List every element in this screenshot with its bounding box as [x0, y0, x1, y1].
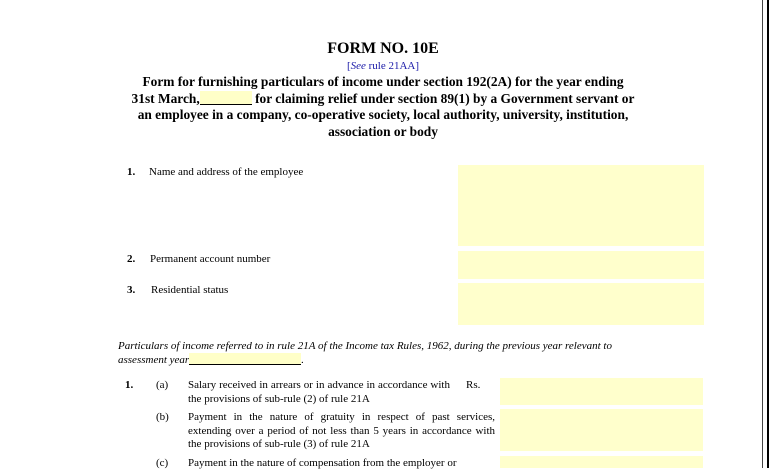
compensation-label: Payment in the nature of compensation from the employer or: [188, 457, 457, 469]
assessment-year-field[interactable]: [189, 353, 301, 365]
subtitle-part1: Form for furnishing particulars of income under section 192(2A) for the year ending 31st March,: [131, 74, 624, 106]
sub-letter-b: (b): [156, 411, 169, 423]
residential-status-label: Residential status: [151, 284, 229, 296]
item-number: 1.: [125, 379, 134, 391]
rupee-label: Rs.: [466, 379, 481, 391]
residential-status-field[interactable]: [458, 283, 704, 325]
subtitle-part2: for claiming relief under section 89(1) by a Government servant or an employee in a company, co-operative society, local authority, university, institution, association or body: [137, 90, 635, 139]
sub-letter-a: (a): [156, 379, 169, 391]
particulars-text: [118, 339, 658, 367]
item-number: 3.: [127, 284, 136, 296]
employee-name-label: Name and address of the employee: [149, 166, 304, 178]
see-rule-bracket: [: [346, 60, 351, 72]
pan-field[interactable]: [458, 251, 704, 279]
sub-letter-c: (c): [156, 457, 169, 469]
see-rule-prefix: See: [350, 60, 366, 72]
see-rule-link[interactable]: [0, 60, 766, 72]
employee-name-field[interactable]: [458, 165, 704, 246]
salary-arrears-field[interactable]: [500, 378, 703, 405]
pan-label: Permanent account number: [150, 253, 271, 265]
item-number: 2.: [127, 253, 136, 265]
year-blank-field[interactable]: [200, 91, 252, 105]
gratuity-label: Payment in the nature of gratuity in respect of past services, extending over a period of not less than 5 years in accordance with the provisions of sub-rule (3) of rule 21A: [188, 411, 495, 450]
particulars-text-end: .: [301, 354, 304, 366]
particulars-text-body: Particulars of income referred to in rule 21A of the Income tax Rules, 1962, during the previous year relevant to assessment year: [118, 340, 612, 366]
compensation-field[interactable]: [500, 456, 703, 468]
form-subtitle: [130, 74, 636, 140]
salary-arrears-label: Salary received in arrears or in advance in accordance with the provisions of sub-rule (2) of rule 21A: [188, 379, 450, 405]
see-rule-rest: rule 21AA]: [365, 60, 420, 72]
form-title: FORM NO. 10E: [327, 40, 439, 57]
item-number: 1.: [127, 166, 136, 178]
gratuity-field[interactable]: [500, 409, 703, 451]
